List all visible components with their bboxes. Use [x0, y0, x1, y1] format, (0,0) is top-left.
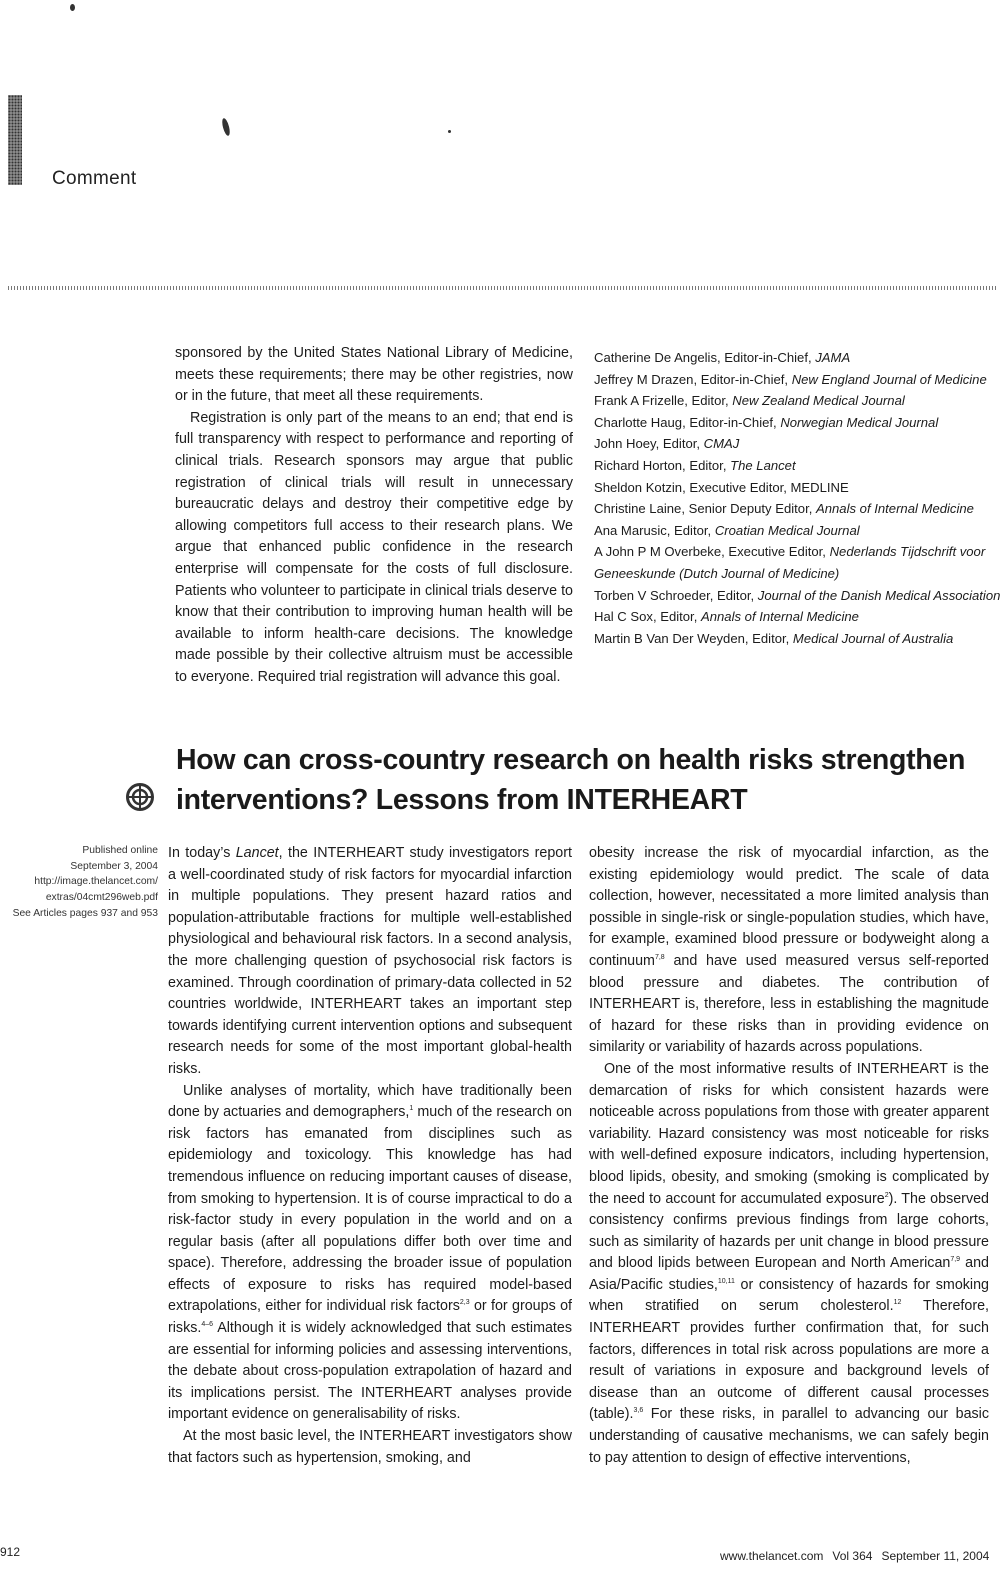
signatory: Frank A Frizelle, Editor, New Zealand Medical Journal	[594, 393, 905, 409]
paragraph: sponsored by the United States National Library of Medicine, meets these requirements; there may be other registries, now or in the future, that meet all these requirements.	[175, 345, 573, 405]
column-3-text	[589, 843, 989, 1469]
paragraph: Unlike analyses of mortality, which have traditionally been done by actuaries and demographers,$^1$ much of the research on risk factors has emanated from disciplines such as epidemiology and toxicology. This knowledge has had tremendous influence on reducing important causes of disease, from smoking to hypertension. It is of course impractical to do a risk-factor study in every population in the world and on a regular basis (after all populations differ both over time and space). Therefore, addressing the broader issue of population effects of exposure to risks has required model-based extrapolations, either for individual risk factors$^{2,3}$ or for groups of risks.$^{4-6}$ Although it is widely acknowledged that such estimates are essential for informing policies and assessing interventions, the debate about cross-population extrapolation of hazard and its implications persist. The INTERHEART analyses provide important evidence on generalisability of risks.	[168, 1082, 572, 1423]
footer-volume: Vol 364	[832, 1549, 873, 1563]
title-line: interventions? Lessons from INTERHEART	[176, 784, 748, 816]
page-number: 912	[0, 1545, 21, 1559]
editor-signatories	[594, 347, 1001, 649]
article-title	[176, 740, 976, 820]
signatory: A John P M Overbeke, Executive Editor, Nederlands Tijdschrift voor	[594, 544, 986, 560]
signatory: Richard Horton, Editor, The Lancet	[594, 457, 796, 473]
paragraph: At the most basic level, the INTERHEART investigators show that factors such as hypertension, smoking, and	[168, 1428, 572, 1466]
header-rule	[8, 286, 998, 290]
signatory: Torben V Schroeder, Editor, Journal of the Danish Medical Association	[594, 587, 1001, 603]
column-1-text	[175, 343, 573, 689]
section-marker-bar	[8, 95, 22, 185]
signatory: John Hoey, Editor, CMAJ	[594, 436, 740, 452]
url-line: http://image.thelancet.com/	[34, 876, 158, 888]
paragraph: obesity increase the risk of myocardial infarction, as the existing epidemiology would predict. The scale of data collection, however, necessitated a more limited analysis than possible in single-risk or single-population studies, which have, for example, examined blood pressure or bodyweight along a continuum$^{7,8}$ and have used measured versus self-reported blood pressure and diabetes. The contribution of INTERHEART is, therefore, less in establishing the magnitude of hazard for these risks than in providing evidence on similarity or variability of hazards across populations.	[589, 845, 989, 1056]
section-label: Comment	[52, 168, 137, 189]
scan-speck	[448, 130, 451, 133]
signatory: Charlotte Haug, Editor-in-Chief, Norwegian Medical Journal	[594, 414, 939, 430]
paragraph: Registration is only part of the means to an end; that end is full transparency with respect to performance and reporting of clinical trials. Research sponsors may argue that public registration of clinical trials will result in unnecessary bureaucratic delays and destroy their competitive edge by allowing competitors full access to their research plans. We argue that enhanced public confidence in the research enterprise will compensate for the costs of full disclosure. Patients who volunteer to participate in clinical trials deserve to know that their contribution to improving human health will be available to inform health-care decisions. The knowledge made possible by their collective altruism must be accessible to everyone. Required trial registration will advance this goal.	[175, 409, 573, 685]
scan-speck	[70, 4, 75, 11]
open-access-icon	[124, 782, 156, 812]
signatory: Christine Laine, Senior Deputy Editor, Annals of Internal Medicine	[594, 501, 974, 517]
signatory: Jeffrey M Drazen, Editor-in-Chief, New England Journal of Medicine	[594, 371, 987, 387]
see-articles-note: See Articles pages 937 and 953	[12, 907, 158, 919]
signatory: Catherine De Angelis, Editor-in-Chief, JAMA	[594, 350, 851, 365]
footer-date: September 11, 2004	[881, 1549, 990, 1563]
column-2-text	[168, 843, 572, 1469]
url-line: extras/04cmt296web.pdf	[45, 892, 158, 904]
signatory: Hal C Sox, Editor, Annals of Internal Medicine	[594, 609, 859, 625]
page-footer	[720, 1549, 998, 1563]
signatory: Ana Marusic, Editor, Croatian Medical Journal	[594, 522, 860, 538]
published-online-label: Published online	[82, 845, 158, 856]
title-line: How can cross-country research on health risks strengthen	[176, 744, 966, 776]
paragraph: In today’s Lancet, the INTERHEART study investigators report a well-coordinated study of risk factors for myocardial infarction in multiple populations. They present hazard ratios and population-attributable fractions for multiple well-established physiological and behavioural risk factors. In a second analysis, the more challenging question of psychosocial risk factors is examined. Through coordination of primary-data collected in 52 countries worldwide, INTERHEART takes an important step towards identifying current intervention options and subsequent research needs for some of the most important global-health risks.	[168, 845, 572, 1077]
scan-speck	[221, 118, 231, 137]
signatory: Martin B Van Der Weyden, Editor, Medical Journal of Australia	[594, 630, 954, 646]
paragraph: One of the most informative results of INTERHEART is the demarcation of risks for which consistent hazards were noticeable across populations from those with greater apparent variability. Hazard consistency was most noticeable for risks with well-defined exposure indicators, including hypertension, blood lipids, obesity, and smoking (smoking is complicated by the need to account for accumulated exposure$^2$). The observed consistency confirms previous findings from large cohorts, such as similarity of hazards per unit change in blood pressure and blood lipids between European and North American$^{7,9}$ and Asia/Pacific studies,$^{10,11}$ or consistency of hazards for smoking when stratified on serum cholesterol.$^{12}$ Therefore, INTERHEART provides further confirmation that, for such factors, differences in total risk across populations are more a result of variations in exposure and background levels of disease than an outcome of different causal processes (table).$^{3,6}$ For these risks, in parallel to advancing our basic understanding of causative mechanisms, we can safely begin to pay attention to design of effective interventions,	[589, 1060, 989, 1466]
signatory: Geneeskunde (Dutch Journal of Medicine)	[594, 565, 840, 581]
published-date: September 3, 2004	[70, 860, 158, 872]
signatory: Sheldon Kotzin, Executive Editor, MEDLINE	[594, 479, 849, 495]
margin-note	[8, 843, 158, 922]
footer-site: www.thelancet.com	[720, 1549, 824, 1563]
